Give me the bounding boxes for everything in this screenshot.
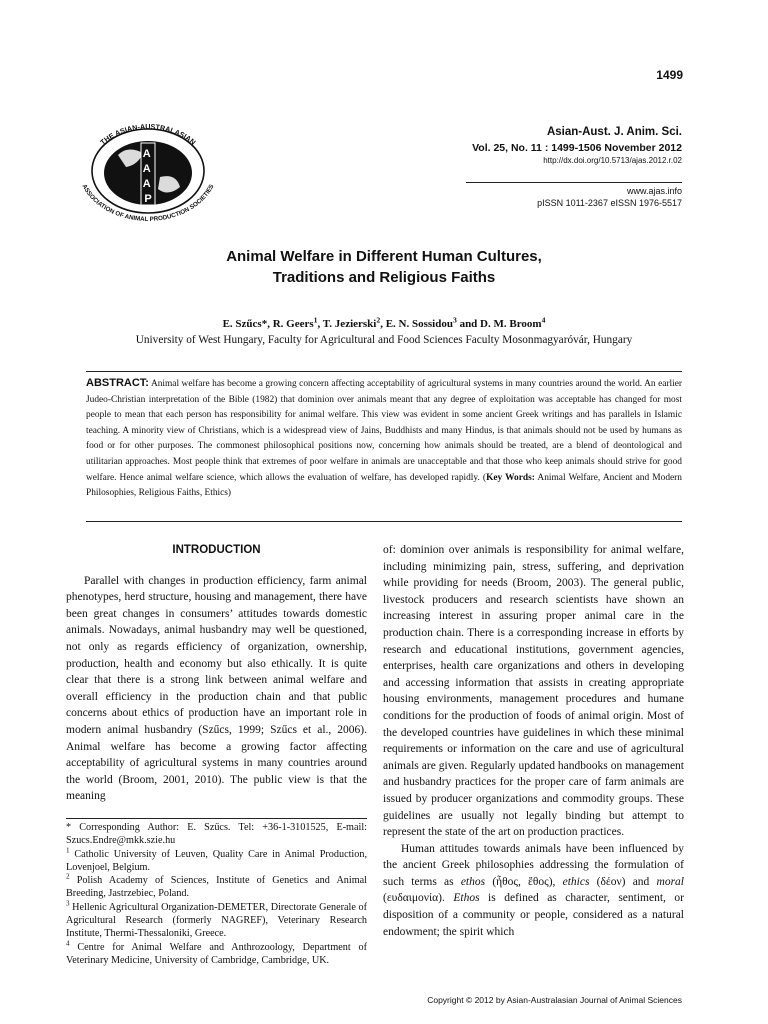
intro-paragraph-greek: Human attitudes towards animals have been influenced by the ancient Greek philosophies addressing the formulation of such terms as ethos (ἦθος, ἔθος), ethics (δέον) and moral (ευδαιμονία). Ethos is defined as character, sentiment, or disposition of a community or people, considered as a natural endowment; the spirit which <box>383 842 684 938</box>
author-list: E. Szűcs*, R. Geers$^1$, T. Jezierski$^2$, E. N. Sossidou$^3$ and D. M. Broom$^4$ <box>222 315 546 330</box>
logo-top-text: THE ASIAN-AUSTRALASIAN <box>98 121 198 147</box>
logo-letter-1: A <box>142 148 151 160</box>
doi-link[interactable]: http://dx.doi.org/10.5713/ajas.2012.r.02 <box>543 156 682 165</box>
title-line-1: Animal Welfare in Different Human Cultures, <box>226 248 542 265</box>
keywords-label: Key Words: <box>486 472 535 483</box>
logo-letter-2: A <box>142 163 151 175</box>
footnote-4: $^4$ Centre for Animal Welfare and Anthrozoology, Department of Veterinary Medicine, University of Cambridge, Cambridge, UK. <box>66 939 367 966</box>
journal-name: Asian-Aust. J. Anim. Sci. <box>546 126 682 138</box>
website-link[interactable]: www.ajas.info <box>626 186 682 196</box>
abstract-bottom-rule <box>86 521 682 522</box>
aaap-logo <box>68 115 226 227</box>
logo-bottom-text: ASSOCIATION OF ANIMAL PRODUCTION SOCIETIES <box>80 183 216 223</box>
keywords-text: Animal Welfare, Ancient and Modern Philosophies, Religious Faiths, Ethics) <box>86 472 682 499</box>
abstract-text: Animal welfare has become a growing concern affecting acceptability of agricultural systems in many countries around the world. An earlier Judeo-Christian interpretation of the Bible (1982) that dominion over animals meant that any degree of exploitation was acceptable has changed for most people to mean that each person has responsibility for animal welfare. This view was evident in some ancient Greek writings and has parallels in Islamic teaching. A minority view of Christians, which is a widespread view of Jains, Buddhists and many Hindus, is that animals should not be used by humans as food or for other purposes. The commonest philosophical positions now, concerning how animals should be treated, are a blend of deontological and utilitarian approaches. Most people think that extremes of poor welfare in animals are unacceptable and that those who keep animals should strive for good welfare. Hence animal welfare science, which allows the evaluation of welfare, has developed rapidly. ( <box>86 379 683 483</box>
logo-letter-4: P <box>144 193 152 205</box>
introduction-heading: INTRODUCTION <box>172 544 261 556</box>
journal-volume: Vol. 25, No. 11 : 1499-1506 November 2012 <box>472 142 682 154</box>
footnote-rule <box>66 818 367 819</box>
right-column <box>383 542 684 940</box>
footnote-1: $^1$ Catholic University of Leuven, Quality Care in Animal Production, Lovenjoel, Belgium. <box>66 846 367 873</box>
title-line-2: Traditions and Religious Faiths <box>272 269 496 286</box>
header-divider <box>466 182 682 183</box>
footnote-2: $^2$ Polish Academy of Sciences, Institute of Genetics and Animal Breeding, Jastrzebiec, Poland. <box>66 872 367 900</box>
intro-paragraph-1: Parallel with changes in production efficiency, farm animal phenotypes, herd structure, housing and management, there have been great changes in consumers’ attitudes towards domestic animals. Nowadays, animal husbandry may well be questioned, not only as regards efficiency of organization, ownership, production, health and economy but also ethically. It is quite clear that there is a strong link between animal welfare and overall efficiency in the production chain and that public concerns about ethics of production have an important role in modern animal husbandry (Szűcs, 1999; Szűcs et al., 2006). Animal welfare has become a growing factor affecting acceptability of agricultural systems in many countries around the world (Broom, 2001, 2010). The public view is that the meaning <box>66 574 367 803</box>
copyright: Copyright © 2012 by Asian-Australasian Journal of Animal Sciences <box>427 995 682 1005</box>
footnote-corresponding: * Corresponding Author: E. Szűcs. Tel: +36-1-3101525, E-mail: Szucs.Endre@mkk.szie.hu <box>66 822 367 847</box>
issn: pISSN 1011-2367 eISSN 1976-5517 <box>537 198 682 208</box>
page-number: 1499 <box>656 68 683 82</box>
footnote-3: $^3$ Hellenic Agricultural Organization-DEMETER, Directorate Generale of Agricultural Research (formerly NAGREF), Veterinary Research Institute, Thermi-Thessaloniki, Greece. <box>66 899 367 940</box>
journal-web-info <box>537 186 682 208</box>
journal-info <box>472 126 682 165</box>
left-column <box>66 542 367 805</box>
abstract-label: ABSTRACT: <box>86 377 149 389</box>
affiliation: University of West Hungary, Faculty for Agricultural and Food Sciences Faculty Mosonmagyaróvár, Hungary <box>135 334 633 346</box>
footnotes <box>66 821 367 967</box>
logo-letter-3: A <box>142 178 151 190</box>
intro-paragraph-continued: of: dominion over animals is responsibility for animal welfare, including minimizing pain, stress, suffering, and deprivation while providing for needs (Broom, 2003). The general public, livestock producers and research scientists have shown an increasing interest in assuring proper animal care in the production chain. There is a corresponding increase in efforts by research and educational institutions, government agencies, enterprises, health care organizations and others in developing and accessing information that assists in creating appropriate housing environments, management procedures and humane conditions for the production of foods of animal origin. Most of the developed countries have guidelines in which these minimal requirements or information on the care and use of agricultural animals are given. Regularly updated handbooks on management and husbandry practices for the proper care of farm animals are issued by producer organizations and commodity groups. These guidelines are usually not legally binding but attempt to represent the state of the art on production practices. <box>383 544 684 839</box>
abstract <box>86 376 682 502</box>
article-title <box>90 246 678 288</box>
abstract-top-rule <box>86 371 682 372</box>
